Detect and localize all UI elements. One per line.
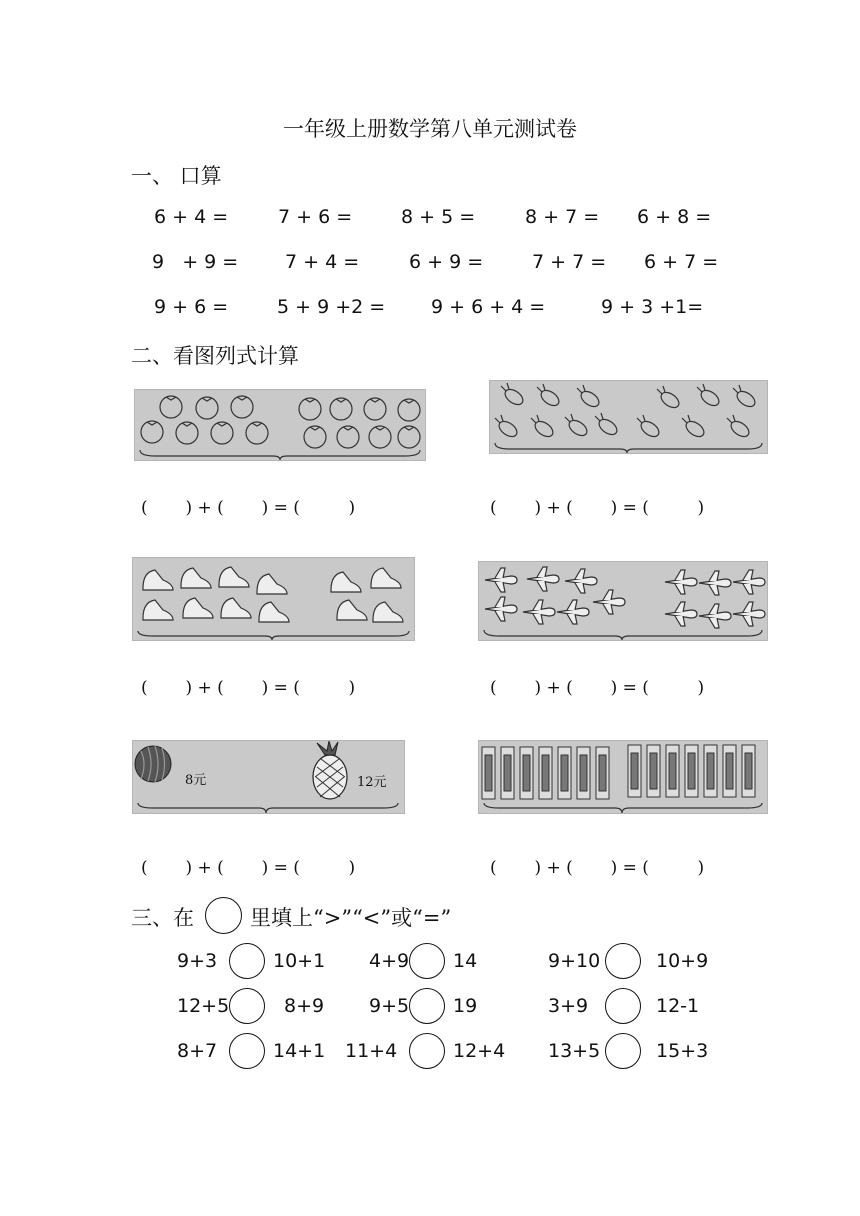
section-3-heading-suffix: 里填上“>”“<”或“=” (250, 906, 452, 930)
pineapple-icon (313, 741, 347, 799)
shoe-icon (143, 600, 173, 620)
math-problem: 7 + 7 = (532, 251, 607, 273)
compare-left: 3+9 (548, 995, 589, 1017)
shoe-icon (373, 602, 403, 622)
compare-right: 12+4 (453, 1040, 506, 1062)
tomato-icon (176, 422, 198, 444)
math-problem: 9 + 6 = (154, 296, 229, 318)
carrot-icon (495, 415, 520, 440)
shoe-icon (143, 570, 173, 590)
toothpaste-picture (478, 740, 768, 814)
toothpaste-icon (539, 747, 552, 799)
toothpaste-icon (685, 745, 698, 797)
watermelon-icon (135, 746, 171, 782)
compare-circle[interactable] (409, 1033, 445, 1069)
airplane-icon (523, 600, 555, 624)
equation-blank-2[interactable]: ( ) + ( ) = ( ) (490, 498, 705, 518)
tomato-icon (141, 421, 163, 443)
compare-right: 14+1 (273, 1040, 326, 1062)
toothpaste-icon (647, 745, 660, 797)
carrot-icon (531, 415, 556, 440)
math-problem: 8 + 5 = (401, 206, 476, 228)
tomato-icon (330, 398, 352, 420)
compare-circle[interactable] (229, 1033, 265, 1069)
airplane-icon (699, 571, 731, 595)
compare-left: 4+9 (369, 950, 410, 972)
airplane-icon (733, 570, 765, 594)
math-problem: 8 + 7 = (525, 206, 600, 228)
airplane-icon (593, 590, 625, 614)
compare-right: 14 (453, 950, 478, 972)
brace-icon (140, 450, 420, 460)
shoe-icon (181, 568, 211, 588)
equation-blank-4[interactable]: ( ) + ( ) = ( ) (490, 678, 705, 698)
toothpaste-icon (704, 745, 717, 797)
compare-circle[interactable] (409, 988, 445, 1024)
toothpaste-icon (520, 747, 533, 799)
carrot-icon (637, 415, 662, 440)
math-problem: 7 + 6 = (278, 206, 353, 228)
shoe-icon (257, 574, 287, 594)
shoe-icon (221, 598, 251, 618)
shoes-picture (132, 557, 415, 641)
math-problem: 9 + 6 + 4 = (431, 296, 546, 318)
toothpaste-icon (742, 745, 755, 797)
airplane-icon (485, 597, 517, 621)
toothpaste-icon (723, 745, 736, 797)
section-1-heading: 一、 口算 (131, 164, 222, 188)
carrot-icon (727, 415, 752, 440)
tomato-icon (196, 397, 218, 419)
math-problem: 7 + 4 = (285, 251, 360, 273)
compare-left: 9+5 (369, 995, 410, 1017)
airplane-icon (565, 569, 597, 593)
carrot-icon (577, 385, 602, 410)
airplanes-picture (478, 561, 768, 641)
tomato-icon (369, 426, 391, 448)
shoe-icon (337, 600, 367, 620)
compare-left: 13+5 (548, 1040, 601, 1062)
shoe-icon (183, 598, 213, 618)
shoe-icon (331, 572, 361, 592)
page-title: 一年级上册数学第八单元测试卷 (283, 117, 577, 141)
brace-icon (138, 803, 398, 813)
compare-left: 11+4 (345, 1040, 398, 1062)
airplane-icon (527, 567, 559, 591)
compare-left: 8+7 (177, 1040, 218, 1062)
math-problem: 6 + 8 = (637, 206, 712, 228)
shoe-icon (219, 567, 249, 587)
compare-left: 9+10 (548, 950, 601, 972)
airplane-icon (557, 600, 589, 624)
toothpaste-icon (501, 747, 514, 799)
tomato-icon (364, 398, 386, 420)
math-problem: 6 + 4 = (154, 206, 229, 228)
compare-right: 19 (453, 995, 478, 1017)
compare-right: 10+9 (656, 950, 709, 972)
watermelon-price: 8元 (185, 773, 207, 788)
toothpaste-icon (558, 747, 571, 799)
equation-blank-6[interactable]: ( ) + ( ) = ( ) (490, 858, 705, 878)
tomato-icon (246, 422, 268, 444)
carrot-icon (501, 383, 526, 408)
toothpaste-icon (628, 745, 641, 797)
shoe-icon (371, 568, 401, 588)
tomatoes-picture (134, 389, 426, 461)
airplane-icon (665, 602, 697, 626)
carrot-icon (565, 414, 590, 439)
compare-circle-example-icon (205, 897, 242, 934)
tomato-icon (337, 426, 359, 448)
carrot-icon (682, 415, 707, 440)
math-problem: 6 + 7 = (644, 251, 719, 273)
carrot-icon (733, 385, 758, 410)
brace-icon (495, 443, 762, 453)
brace-icon (484, 803, 762, 813)
tomato-icon (398, 399, 420, 421)
compare-circle[interactable] (409, 943, 445, 979)
toothpaste-icon (666, 745, 679, 797)
carrots-picture (489, 380, 768, 454)
compare-circle[interactable] (229, 943, 265, 979)
carrot-icon (595, 413, 620, 438)
math-problem: 6 + 9 = (409, 251, 484, 273)
tomato-icon (160, 396, 182, 418)
equation-blank-3[interactable]: ( ) + ( ) = ( ) (141, 678, 356, 698)
carrot-icon (697, 384, 722, 409)
compare-left: 12+5 (177, 995, 230, 1017)
toothpaste-icon (482, 747, 495, 799)
carrot-icon (537, 384, 562, 409)
brace-icon (484, 630, 762, 640)
compare-right: 8+9 (284, 995, 325, 1017)
compare-circle[interactable] (605, 988, 641, 1024)
compare-right: 12-1 (656, 995, 700, 1017)
compare-right: 10+1 (273, 950, 326, 972)
shoe-icon (259, 602, 289, 622)
airplane-icon (665, 570, 697, 594)
toothpaste-icon (577, 747, 590, 799)
pineapple-price: 12元 (357, 775, 387, 790)
math-problem: 9 + 3 +1= (601, 296, 704, 318)
airplane-icon (733, 602, 765, 626)
tomato-icon (231, 396, 253, 418)
compare-circle[interactable] (605, 1033, 641, 1069)
toothpaste-icon (596, 747, 609, 799)
carrot-icon (657, 386, 682, 411)
equation-blank-5[interactable]: ( ) + ( ) = ( ) (141, 858, 356, 878)
section-3-heading-prefix: 三、在 (131, 906, 194, 930)
equation-blank-1[interactable]: ( ) + ( ) = ( ) (141, 498, 356, 518)
compare-circle[interactable] (229, 988, 265, 1024)
compare-circle[interactable] (605, 943, 641, 979)
tomato-icon (211, 422, 233, 444)
compare-right: 15+3 (656, 1040, 709, 1062)
tomato-icon (304, 426, 326, 448)
tomato-icon (299, 398, 321, 420)
brace-icon (138, 631, 409, 640)
airplane-icon (485, 568, 517, 592)
tomato-icon (398, 426, 420, 448)
fruit-prices-picture (132, 740, 405, 814)
section-2-heading: 二、看图列式计算 (131, 344, 299, 368)
math-problem: 5 + 9 +2 = (277, 296, 386, 318)
airplane-icon (699, 604, 731, 628)
math-problem: 9 + 9 = (152, 251, 239, 273)
compare-left: 9+3 (177, 950, 218, 972)
